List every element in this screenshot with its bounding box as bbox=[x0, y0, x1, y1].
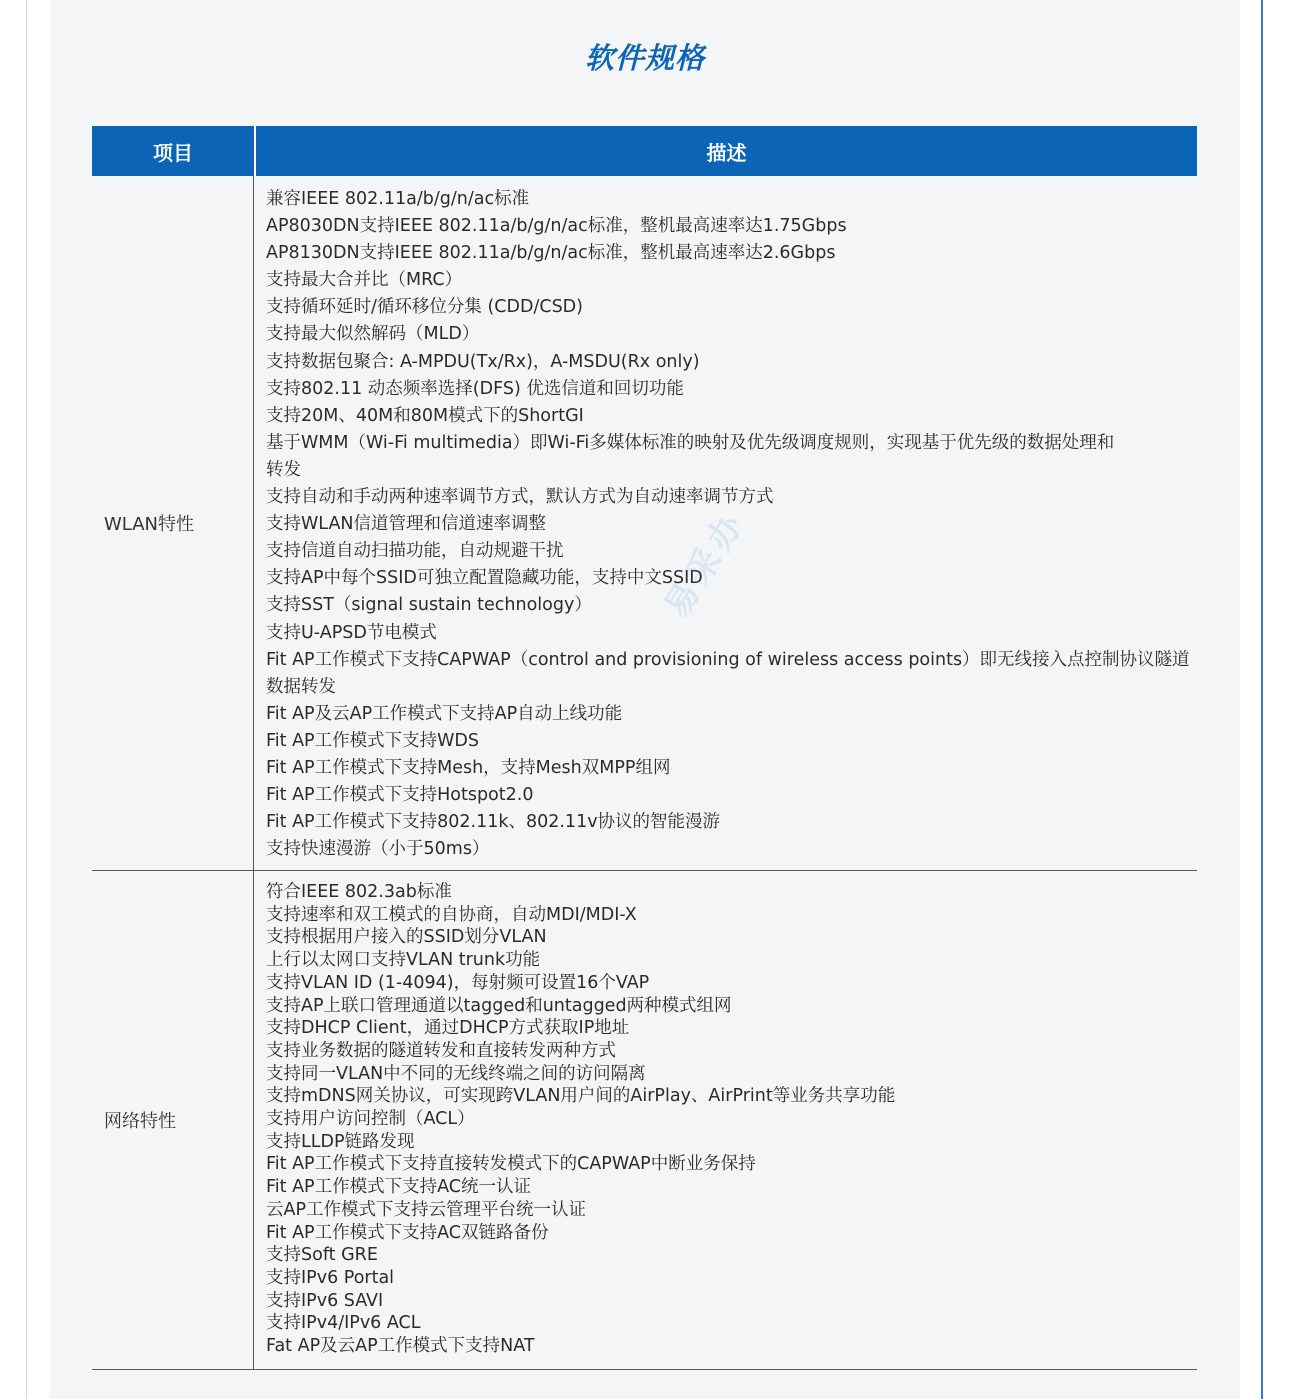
table-row-network bbox=[92, 871, 1197, 1370]
spec-line: 符合IEEE 802.3ab标准 bbox=[266, 882, 452, 902]
spec-line: 基于WMM（Wi-Fi multimedia）即Wi-Fi多媒体标准的映射及优先级调度规则，实现基于优先级的数据处理和 bbox=[266, 432, 1115, 453]
spec-line: AP8130DN支持IEEE 802.11a/b/g/n/ac标准，整机最高速率达2.6Gbps bbox=[266, 243, 836, 264]
spec-line: Fit AP工作模式下支持AC统一认证 bbox=[266, 1177, 531, 1198]
spec-line: Fit AP工作模式下支持Hotspot2.0 bbox=[266, 785, 534, 806]
page-title: 软件规格 bbox=[584, 41, 705, 75]
spec-line: 转发 bbox=[266, 459, 301, 480]
spec-table bbox=[92, 126, 1197, 1370]
spec-line: Fat AP及云AP工作模式下支持NAT bbox=[266, 1336, 535, 1357]
spec-line: 支持循环延时/循环移位分集 (CDD/CSD) bbox=[266, 297, 583, 318]
spec-line: 上行以太网口支持VLAN trunk功能 bbox=[266, 950, 541, 971]
spec-line: Fit AP工作模式下支持AC双链路备份 bbox=[266, 1222, 549, 1243]
spec-line: 支持信道自动扫描功能，自动规避干扰 bbox=[266, 541, 564, 562]
spec-line: 支持快速漫游（小于50ms） bbox=[266, 839, 490, 860]
spec-line: Fit AP工作模式下支持Mesh，支持Mesh双MPP组网 bbox=[266, 757, 671, 778]
spec-line: 支持VLAN ID (1-4094)，每射频可设置16个VAP bbox=[266, 972, 650, 993]
row-description-network bbox=[254, 871, 1197, 1369]
spec-line: 支持SST（signal sustain technology） bbox=[266, 595, 592, 616]
page-frame-right-line bbox=[1261, 0, 1263, 1399]
spec-line: 支持WLAN信道管理和信道速率调整 bbox=[266, 514, 547, 535]
header-item: 项目 bbox=[92, 126, 256, 176]
spec-line: 支持AP上联口管理通道以tagged和untagged两种模式组网 bbox=[266, 995, 732, 1016]
table-header bbox=[92, 126, 1197, 176]
spec-line: AP8030DN支持IEEE 802.11a/b/g/n/ac标准，整机最高速率达1.75Gbps bbox=[266, 216, 847, 237]
page-frame-left-line bbox=[26, 0, 27, 1399]
spec-line: 兼容IEEE 802.11a/b/g/n/ac标准 bbox=[266, 189, 530, 209]
spec-line: 云AP工作模式下支持云管理平台统一认证 bbox=[266, 1199, 587, 1220]
spec-line: 支持IPv6 SAVI bbox=[266, 1290, 384, 1311]
spec-line: Fit AP工作模式下支持直接转发模式下的CAPWAP中断业务保持 bbox=[266, 1154, 756, 1175]
spec-line: 支持LLDP链路发现 bbox=[266, 1131, 415, 1152]
spec-line: 支持20M、40M和80M模式下的ShortGI bbox=[266, 405, 584, 426]
spec-line: Fit AP工作模式下支持CAPWAP（control and provisioning of wireless access points）即无线接入点控制协议隧道 bbox=[266, 649, 1190, 670]
spec-line: 支持数据包聚合: A-MPDU(Tx/Rx)，A-MSDU(Rx only) bbox=[266, 351, 700, 372]
header-description: 描述 bbox=[706, 140, 747, 165]
spec-line: 支持根据用户接入的SSID划分VLAN bbox=[266, 927, 547, 948]
spec-line: 支持业务数据的隧道转发和直接转发两种方式 bbox=[266, 1040, 616, 1061]
spec-line: Fit AP及云AP工作模式下支持AP自动上线功能 bbox=[266, 703, 623, 724]
row-label-wlan: WLAN特性 bbox=[92, 176, 254, 870]
spec-line: 支持AP中每个SSID可独立配置隐藏功能，支持中文SSID bbox=[266, 568, 703, 589]
spec-line: 支持Soft GRE bbox=[266, 1245, 378, 1266]
spec-line: 支持mDNS网关协议，可实现跨VLAN用户间的AirPlay、AirPrint等业务共享功能 bbox=[266, 1086, 896, 1107]
spec-line: 支持IPv4/IPv6 ACL bbox=[266, 1313, 421, 1334]
spec-line: 支持速率和双工模式的自协商，自动MDI/MDI-X bbox=[266, 904, 637, 925]
spec-line: 数据转发 bbox=[266, 676, 336, 697]
row-label-network: 网络特性 bbox=[92, 871, 254, 1369]
spec-line: 支持802.11 动态频率选择(DFS) 优选信道和回切功能 bbox=[266, 378, 684, 399]
spec-line: 支持IPv6 Portal bbox=[266, 1267, 395, 1288]
spec-line: 支持U-APSD节电模式 bbox=[266, 622, 437, 643]
spec-line: 支持同一VLAN中不同的无线终端之间的访问隔离 bbox=[266, 1063, 646, 1084]
table-row-wlan bbox=[92, 176, 1197, 871]
spec-line: Fit AP工作模式下支持802.11k、802.11v协议的智能漫游 bbox=[266, 812, 721, 833]
spec-line: 支持用户访问控制（ACL） bbox=[266, 1109, 475, 1130]
spec-line: 支持最大合并比（MRC） bbox=[266, 270, 463, 291]
spec-line: Fit AP工作模式下支持WDS bbox=[266, 730, 479, 751]
spec-line: 支持最大似然解码（MLD） bbox=[266, 324, 480, 345]
spec-line: 支持自动和手动两种速率调节方式，默认方式为自动速率调节方式 bbox=[266, 487, 774, 508]
row-description-wlan bbox=[254, 176, 1197, 870]
spec-line: 支持DHCP Client，通过DHCP方式获取IP地址 bbox=[266, 1018, 630, 1039]
